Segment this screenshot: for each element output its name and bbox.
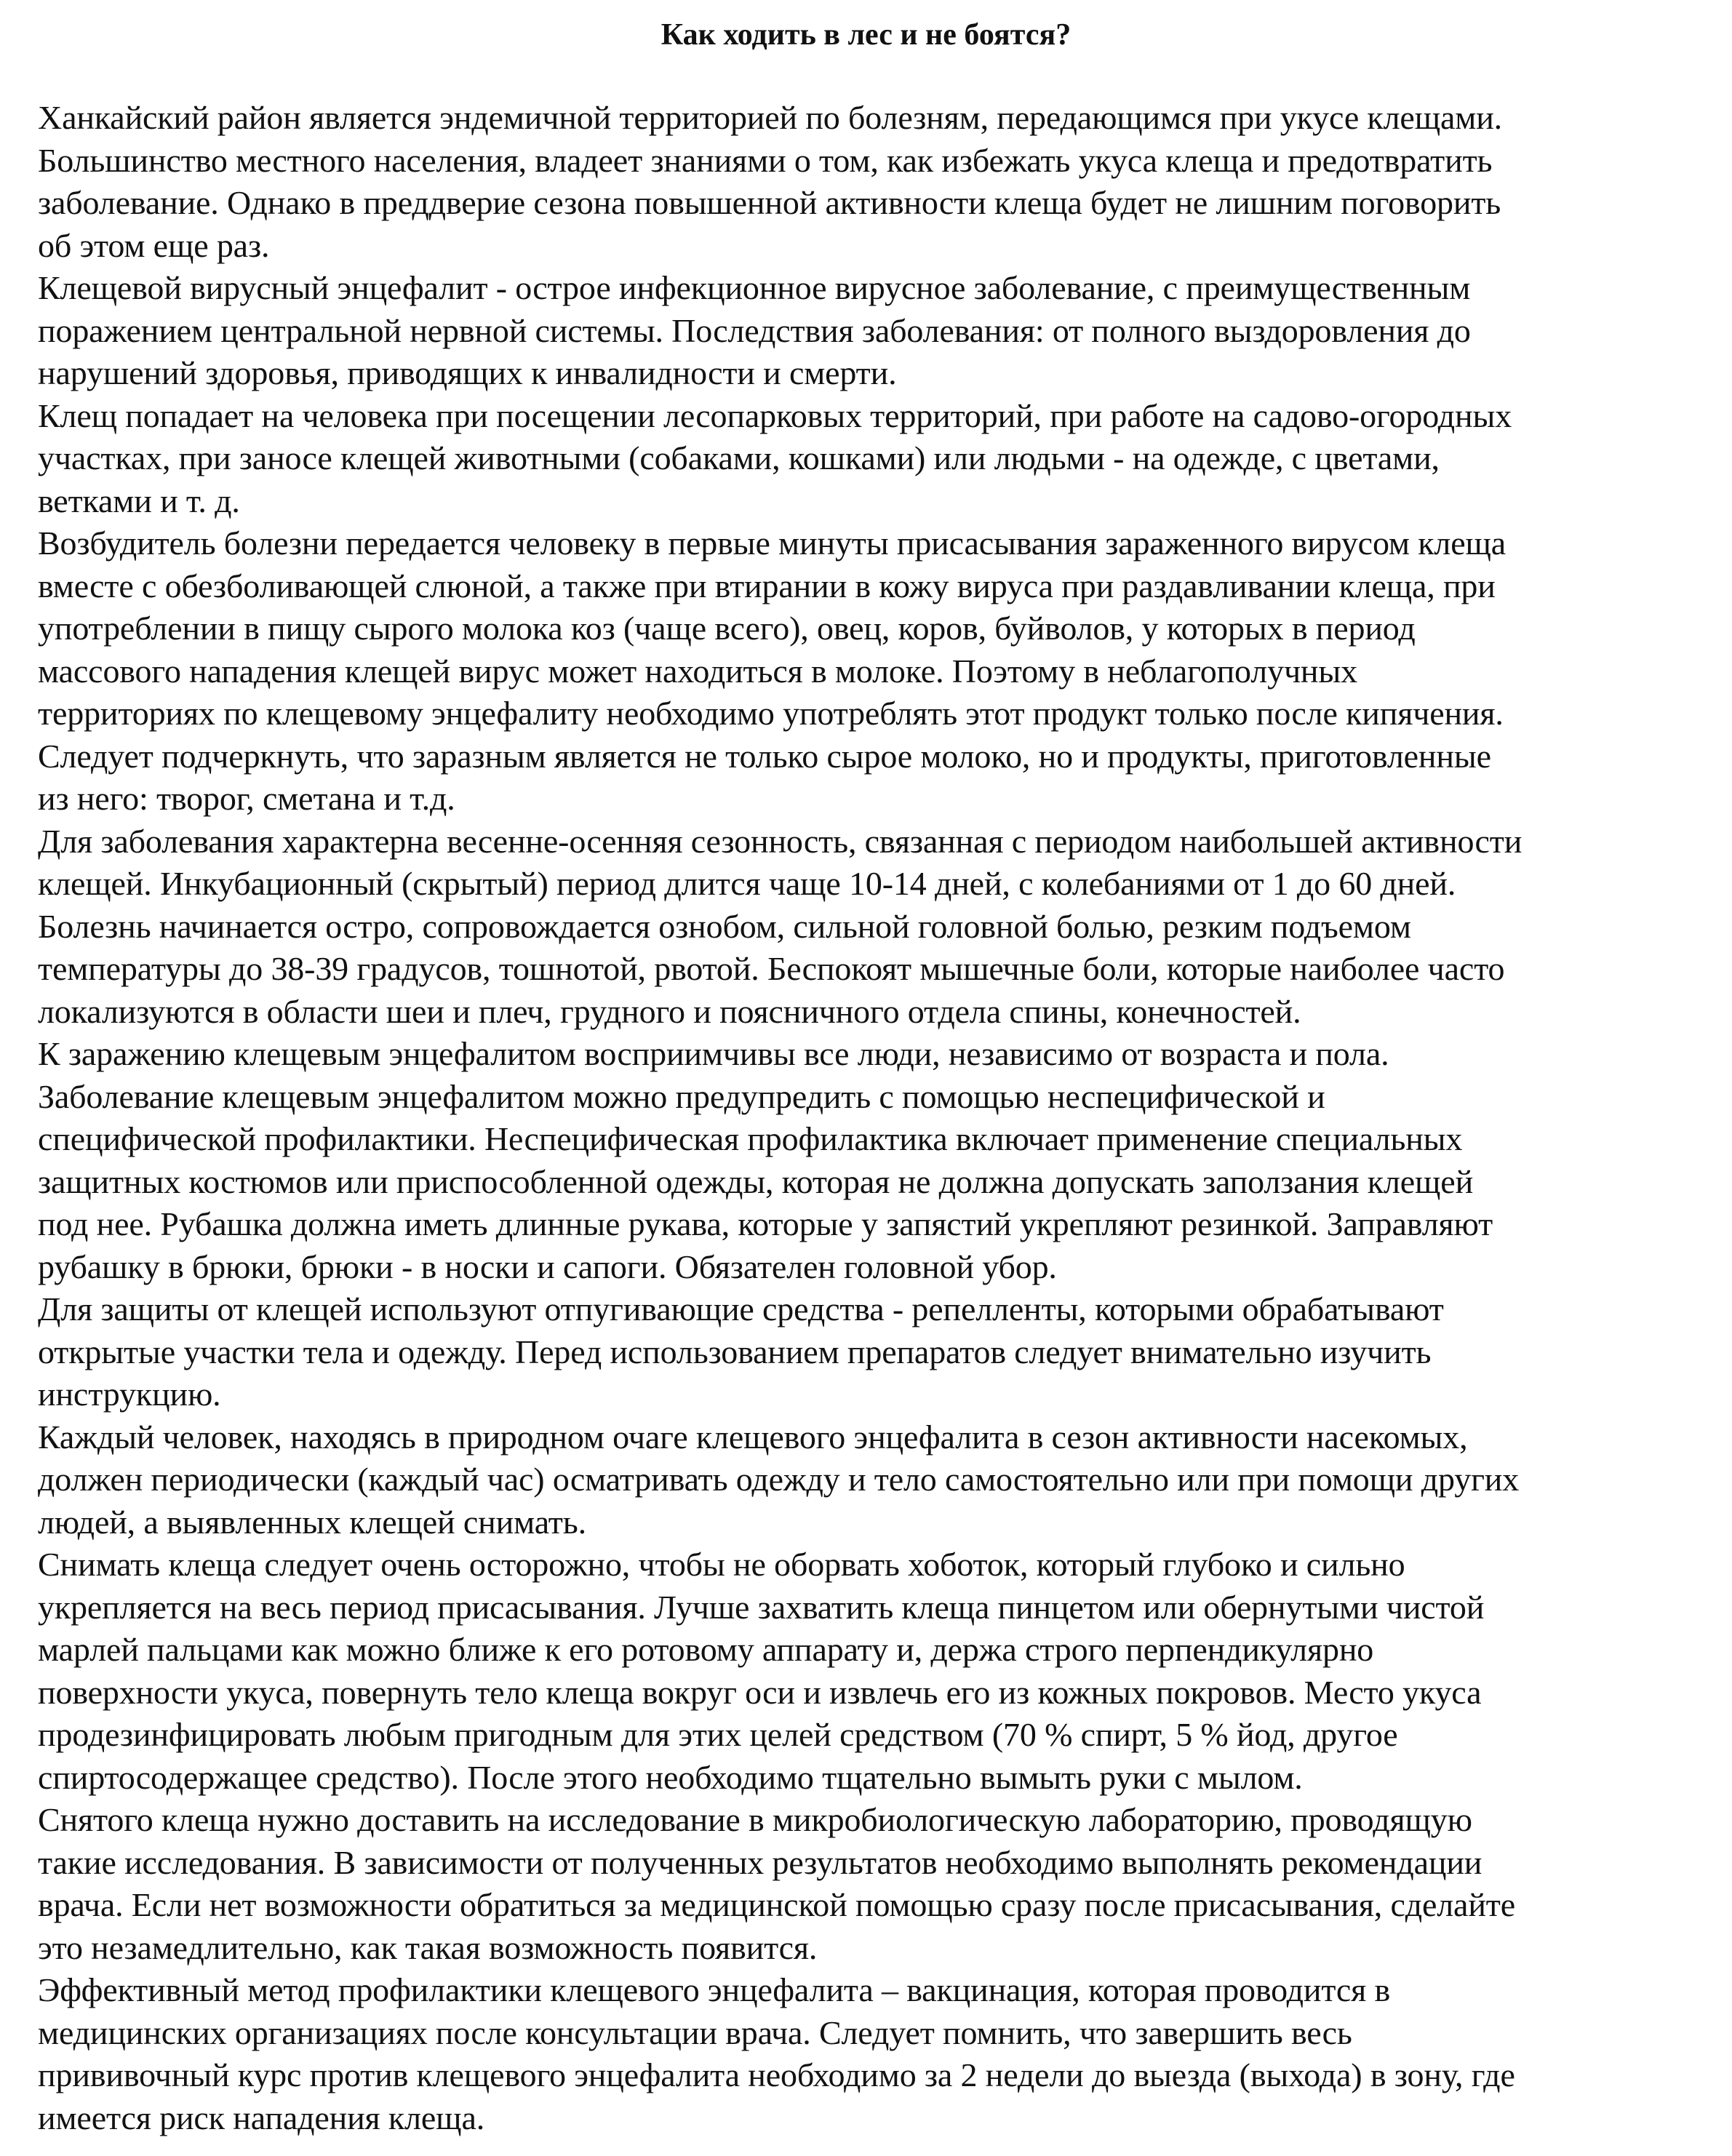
text-line: вместе с обезболивающей слюной, а также при втирании в кожу вируса при раздавливании клеща, при xyxy=(38,567,1496,604)
text-line: Ханкайский район является эндемичной территорией по болезням, передающимся при укусе клещами. xyxy=(38,99,1503,136)
paragraph xyxy=(38,267,1711,395)
text-line: под нее. Рубашка должна иметь длинные рукава, которые у запястий укрепляют резинкой. Заправляют xyxy=(38,1205,1493,1242)
text-line: Снимать клеща следует очень осторожно, чтобы не оборвать хоботок, который глубоко и сильно xyxy=(38,1546,1405,1583)
text-line: Возбудитель болезни передается человеку в первые минуты присасывания зараженного вирусом клеща xyxy=(38,524,1506,562)
text-line: Эффективный метод профилактики клещевого энцефалита – вакцинация, которая проводится в xyxy=(38,1971,1391,2008)
text-line: нарушений здоровья, приводящих к инвалидности и смерти. xyxy=(38,354,897,391)
text-line: Болезнь начинается остро, сопровождается ознобом, сильной головной болью, резким подъемом xyxy=(38,907,1411,945)
text-line: Клещ попадает на человека при посещении лесопарковых территорий, при работе на садово-огородных xyxy=(38,396,1512,434)
text-line: температуры до 38-39 градусов, тошнотой, рвотой. Беспокоят мышечные боли, которые наиболее часто xyxy=(38,950,1505,987)
text-line: прививочный курс против клещевого энцефалита необходимо за 2 недели до выезда (выхода) в зону, где xyxy=(38,2056,1515,2093)
text-line: специфической профилактики. Неспецифическая профилактика включает применение специальных xyxy=(38,1120,1463,1157)
text-line: употреблении в пищу сырого молока коз (чаще всего), овец, коров, буйволов, у которых в период xyxy=(38,610,1416,647)
paragraph xyxy=(38,821,1711,1034)
paragraph xyxy=(38,1799,1711,1969)
text-line: ветками и т. д. xyxy=(38,482,240,519)
text-line: об этом еще раз. xyxy=(38,226,270,264)
text-line: заболевание. Однако в преддверие сезона повышенной активности клеща будет не лишним поговорить xyxy=(38,184,1501,221)
text-line: Заболевание клещевым энцефалитом можно предупредить с помощью неспецифической и xyxy=(38,1077,1325,1115)
text-line: укрепляется на весь период присасывания. Лучше захватить клеща пинцетом или обернутыми чистой xyxy=(38,1588,1485,1626)
text-line: такие исследования. В зависимости от полученных результатов необходимо выполнять рекомендации xyxy=(38,1843,1482,1881)
text-line: открытые участки тела и одежду. Перед использованием препаратов следует внимательно изучить xyxy=(38,1333,1432,1370)
text-line: Большинство местного населения, владеет знаниями о том, как избежать укуса клеща и предотвратить xyxy=(38,141,1493,179)
text-line: Снятого клеща нужно доставить на исследование в микробиологическую лабораторию, проводящую xyxy=(38,1801,1472,1838)
text-line: поражением центральной нервной системы. Последствия заболевания: от полного выздоровления до xyxy=(38,311,1471,349)
text-line: продезинфицировать любым пригодным для этих целей средством (70 % спирт, 5 % йод, другое xyxy=(38,1716,1398,1753)
text-line: Клещевой вирусный энцефалит - острое инфекционное вирусное заболевание, с преимущественным xyxy=(38,269,1471,306)
text-line: Для заболевания характерна весенне-осенняя сезонность, связанная с периодом наибольшей активности xyxy=(38,822,1523,860)
text-line: К заражению клещевым энцефалитом восприимчивы все люди, независимо от возраста и пола. xyxy=(38,1035,1389,1072)
document-body xyxy=(38,97,1711,2139)
document-title: Как ходить в лес и не боятся? xyxy=(661,18,1071,52)
paragraph xyxy=(38,1416,1711,1544)
text-line: это незамедлительно, как такая возможность появится. xyxy=(38,1928,818,1966)
text-line: Каждый человек, находясь в природном очаге клещевого энцефалита в сезон активности насекомых, xyxy=(38,1418,1468,1456)
text-line: защитных костюмов или приспособленной одежды, которая не должна допускать заползания клещей xyxy=(38,1162,1474,1200)
text-line: из него: творог, сметана и т.д. xyxy=(38,780,455,817)
text-line: медицинских организациях после консультации врача. Следует помнить, что завершить весь xyxy=(38,2013,1352,2051)
text-line: массового нападения клещей вирус может находиться в молоке. Поэтому в неблагополучных xyxy=(38,652,1357,690)
text-line: поверхности укуса, повернуть тело клеща вокруг оси и извлечь его из кожных покровов. Место укуса xyxy=(38,1673,1482,1711)
text-line: людей, а выявленных клещей снимать. xyxy=(38,1503,586,1541)
text-line: инструкцию. xyxy=(38,1376,221,1413)
text-line: рубашку в брюки, брюки - в носки и сапоги. Обязателен головной убор. xyxy=(38,1247,1057,1285)
paragraph xyxy=(38,1288,1711,1416)
text-line: спиртосодержащее средство). После этого необходимо тщательно вымыть руки с мылом. xyxy=(38,1758,1303,1796)
text-line: имеется риск нападения клеща. xyxy=(38,2099,485,2136)
paragraph xyxy=(38,1033,1711,1076)
text-line: марлей пальцами как можно ближе к его ротовому аппарату и, держа строго перпендикулярно xyxy=(38,1631,1374,1668)
paragraph xyxy=(38,1544,1711,1799)
text-line: участках, при заносе клещей животными (собаками, кошками) или людьми - на одежде, с цветами, xyxy=(38,439,1440,476)
text-line: Следует подчеркнуть, что заразным является не только сырое молоко, но и продукты, приготовленные xyxy=(38,737,1491,775)
paragraph xyxy=(38,395,1711,523)
paragraph xyxy=(38,1076,1711,1289)
text-line: врача. Если нет возможности обратиться за медицинской помощью сразу после присасывания, сделайте xyxy=(38,1886,1516,1923)
text-line: Для защиты от клещей используют отпугивающие средства - репелленты, которыми обрабатывают xyxy=(38,1290,1444,1327)
text-line: клещей. Инкубационный (скрытый) период длится чаще 10-14 дней, с колебаниями от 1 до 60 дней. xyxy=(38,865,1456,902)
text-line: территориях по клещевому энцефалиту необходимо употреблять этот продукт только после кипячения. xyxy=(38,695,1504,732)
paragraph xyxy=(38,1969,1711,2139)
paragraph xyxy=(38,97,1711,267)
text-line: должен периодически (каждый час) осматривать одежду и тело самостоятельно или при помощи других xyxy=(38,1461,1520,1498)
paragraph xyxy=(38,522,1711,821)
text-line: локализуются в области шеи и плеч, грудного и поясничного отдела спины, конечностей. xyxy=(38,992,1301,1030)
